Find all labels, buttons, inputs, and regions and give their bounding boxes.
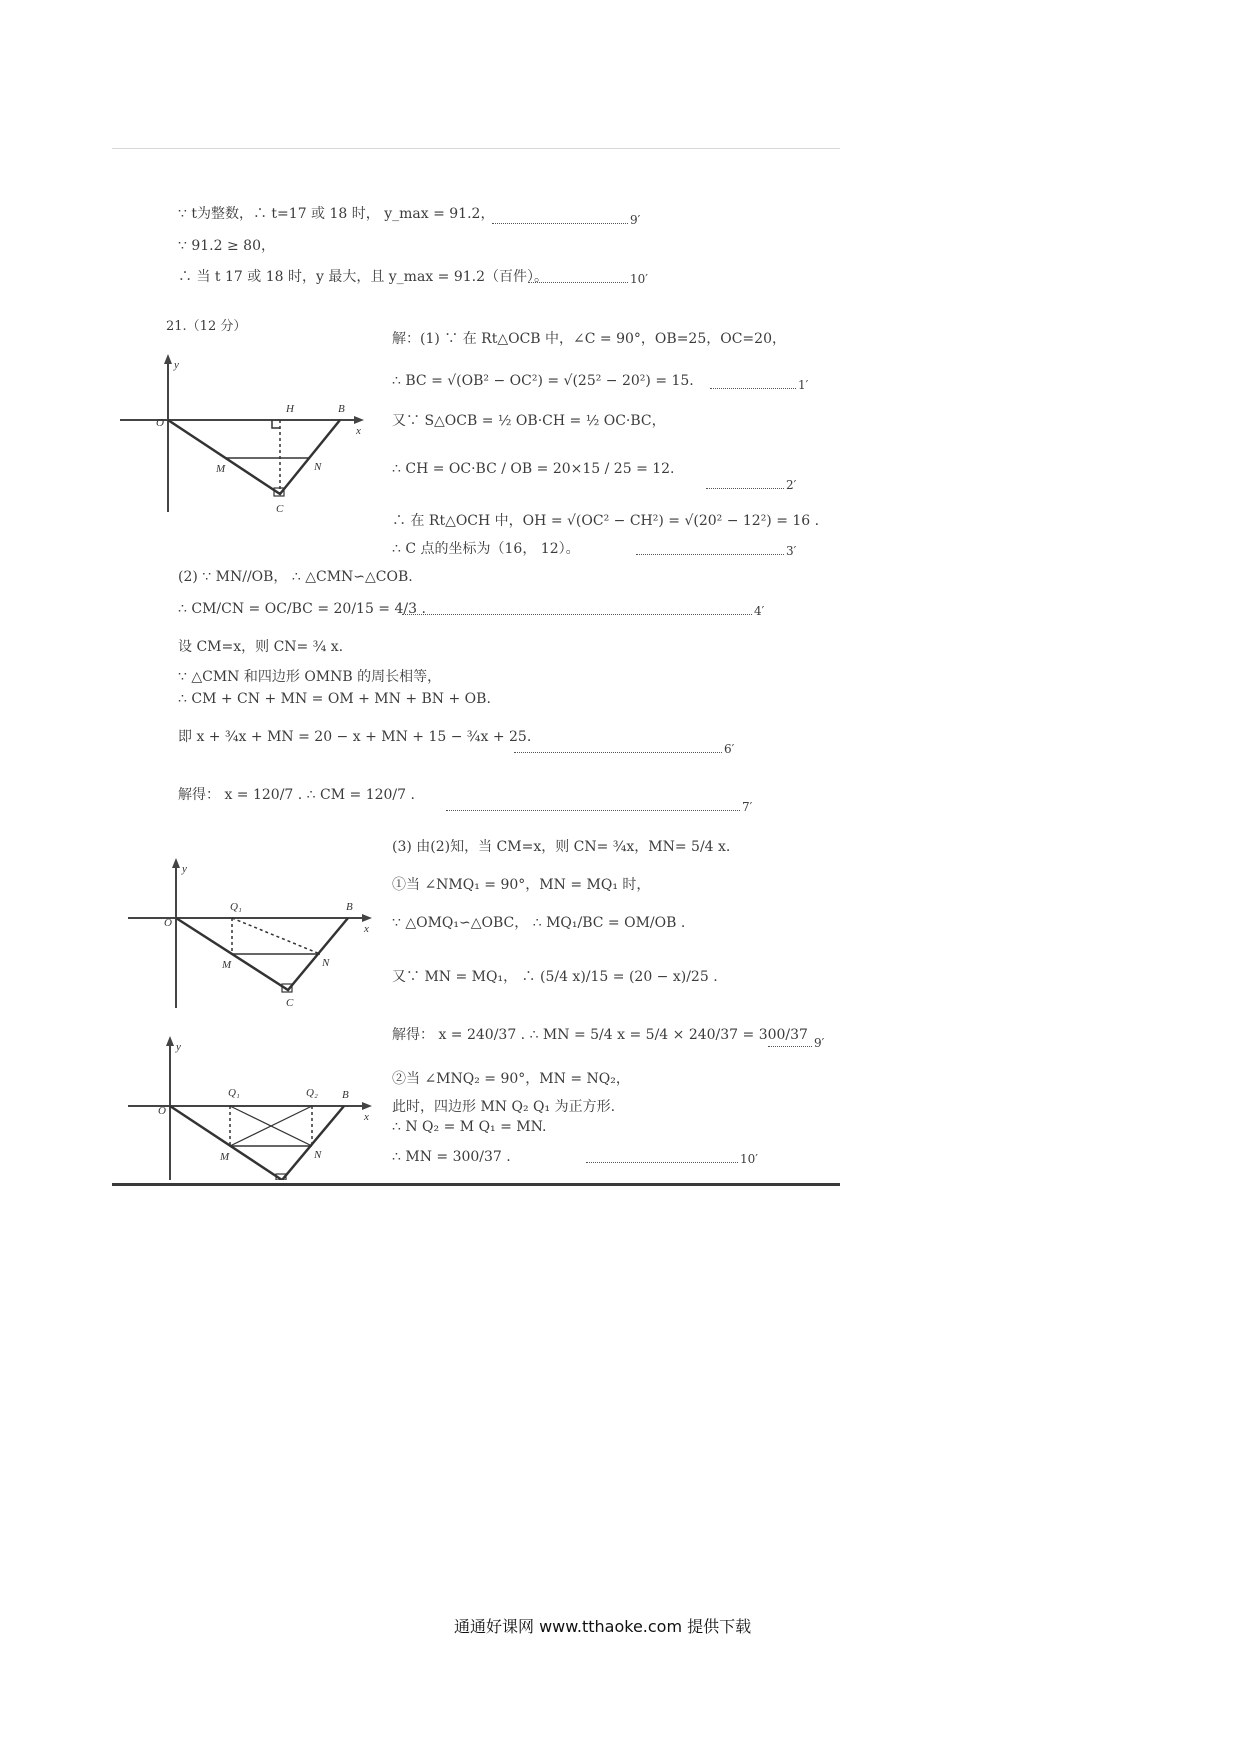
- solution-line: ∴ 在 Rt△OCH 中，OH = √(OC² − CH²) = √(20² − 12²) = 16 .: [392, 513, 820, 529]
- solution-line: 又∵ S△OCB = ½ OB·CH = ½ OC·BC，: [392, 413, 666, 429]
- label-o: O: [156, 417, 164, 429]
- score-mark: 4′: [402, 604, 764, 618]
- label-b: B: [338, 403, 345, 415]
- figure-1-diagram: [118, 352, 368, 520]
- y-axis-arrow: [164, 354, 172, 364]
- solution-line: ∴ BC = √(OB² − OC²) = √(25² − 20²) = 15.: [392, 373, 694, 389]
- score-mark: 9′: [492, 213, 640, 227]
- solution-line: ∴ C 点的坐标为（16， 12）。: [392, 541, 580, 557]
- solution-line: 又∵ MN = MQ₁， ∴ (5/4 x)/15 = (20 − x)/25 .: [392, 969, 718, 985]
- label-h: H: [286, 403, 294, 415]
- label-x: x: [356, 425, 361, 437]
- figure-3-diagram: [126, 1034, 376, 1180]
- label-y: y: [174, 359, 179, 371]
- solution-line: 即 x + ¾x + MN = 20 − x + MN + 15 − ¾x + 25.: [178, 729, 532, 745]
- right-angle-h: [272, 420, 280, 428]
- solution-line: ∵ △CMN 和四边形 OMNB 的周长相等，: [178, 669, 442, 685]
- solution-line: 解得： x = 240/37 . ∴ MN = 5/4 x = 5/4 × 240/37 = 300/37: [392, 1027, 808, 1043]
- solution-line: (2) ∵ MN//OB， ∴ △CMN∽△COB.: [178, 569, 413, 585]
- footer-text: 通通好课网 www.tthaoke.com 提供下载: [454, 1617, 752, 1636]
- label-b: B: [346, 901, 353, 913]
- solution-line: ②当 ∠MNQ₂ = 90°，MN = NQ₂，: [392, 1071, 630, 1087]
- y-axis-arrow: [172, 858, 180, 868]
- label-q1: Q₁: [228, 1087, 240, 1099]
- solution-line: ∴ CM/CN = OC/BC = 20/15 = 4/3 .: [178, 601, 426, 617]
- label-c: C: [276, 503, 284, 515]
- score-mark: 1′: [710, 378, 808, 392]
- label-o: O: [158, 1105, 166, 1117]
- label-n: N: [314, 461, 322, 473]
- label-c: C: [286, 997, 294, 1009]
- score-mark: 6′: [514, 742, 734, 756]
- solution-line: ∴ CH = OC·BC / OB = 20×15 / 25 = 12.: [392, 461, 675, 477]
- score-mark: 2′: [706, 478, 796, 492]
- label-q1: Q₁: [230, 901, 242, 913]
- segment-q1n: [232, 918, 320, 954]
- x-axis-arrow: [354, 416, 364, 424]
- solution-line: ①当 ∠NMQ₁ = 90°，MN = MQ₁ 时，: [392, 877, 651, 893]
- text-line: ∵ t为整数，∴ t=17 或 18 时， y_max = 91.2，: [178, 206, 495, 222]
- label-y: y: [176, 1041, 181, 1053]
- solution-line: (3) 由(2)知，当 CM=x，则 CN= ¾x，MN= 5/4 x.: [392, 839, 731, 855]
- score-mark: 9′: [768, 1036, 824, 1050]
- figure-2-diagram: [126, 856, 376, 1016]
- score-mark: 10′: [528, 272, 648, 286]
- solution-line: ∴ MN = 300/37 .: [392, 1149, 511, 1165]
- label-o: O: [164, 917, 172, 929]
- text-line: ∴ 当 t 17 或 18 时，y 最大，且 y_max = 91.2（百件）。: [178, 269, 548, 285]
- label-m: M: [216, 463, 226, 475]
- label-m: M: [222, 959, 232, 971]
- x-axis-arrow: [362, 1102, 372, 1110]
- label-x: x: [364, 1111, 369, 1123]
- label-x: x: [364, 923, 369, 935]
- score-mark: 7′: [446, 800, 752, 814]
- bottom-rule: [112, 1183, 840, 1186]
- label-q2: Q₂: [306, 1087, 318, 1099]
- solution-line: ∵ △OMQ₁∽△OBC， ∴ MQ₁/BC = OM/OB .: [392, 915, 686, 931]
- label-m: M: [220, 1151, 230, 1163]
- solution-line: 设 CM=x，则 CN= ¾ x.: [178, 639, 344, 655]
- question-heading: 21.（12 分）: [166, 319, 247, 334]
- y-axis-arrow: [166, 1036, 174, 1046]
- solution-line: 此时，四边形 MN Q₂ Q₁ 为正方形.: [392, 1099, 616, 1115]
- label-b: B: [342, 1089, 349, 1101]
- score-mark: 10′: [586, 1152, 758, 1166]
- label-y: y: [182, 863, 187, 875]
- score-mark: 3′: [636, 544, 796, 558]
- x-axis-arrow: [362, 914, 372, 922]
- solution-line: 解得： x = 120/7 . ∴ CM = 120/7 .: [178, 787, 415, 803]
- solution-line: ∴ CM + CN + MN = OM + MN + BN + OB.: [178, 691, 491, 707]
- text-line: ∵ 91.2 ≥ 80，: [178, 238, 275, 254]
- triangle-ocb: [168, 420, 340, 494]
- top-rule: [112, 148, 840, 149]
- label-n: N: [314, 1149, 322, 1161]
- solution-line: ∴ N Q₂ = M Q₁ = MN.: [392, 1119, 547, 1135]
- triangle-ocb: [170, 1106, 344, 1180]
- label-n: N: [322, 957, 330, 969]
- solution-line: 解：(1) ∵ 在 Rt△OCB 中，∠C = 90°，OB=25，OC=20，: [392, 331, 786, 347]
